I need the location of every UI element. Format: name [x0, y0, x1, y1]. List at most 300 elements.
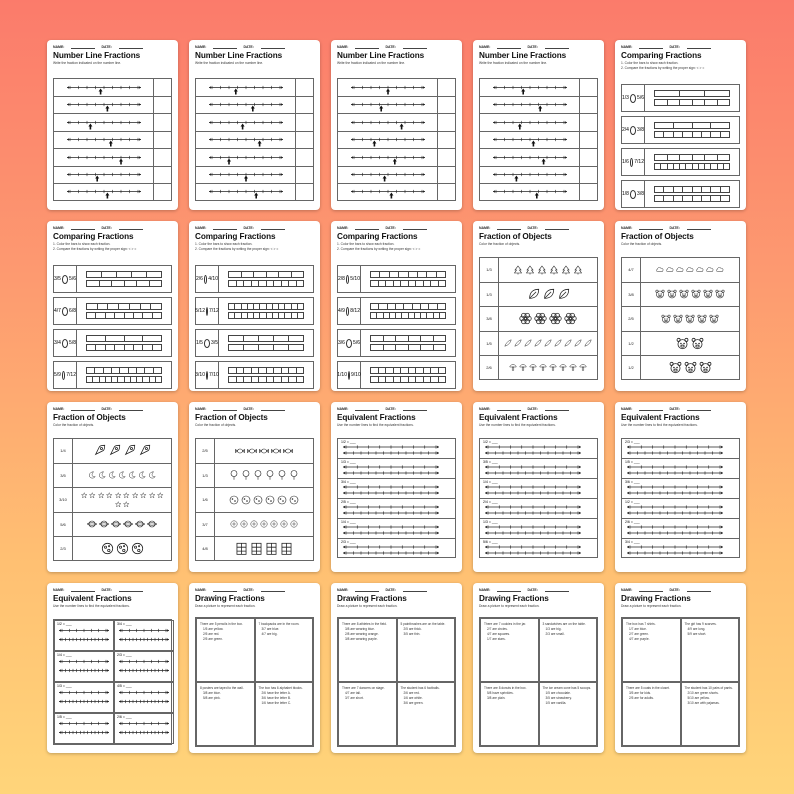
- fraction-bar[interactable]: [228, 335, 304, 342]
- comparing-row: [53, 297, 172, 325]
- drawing-grid: [479, 617, 598, 747]
- answer-box[interactable]: [437, 167, 455, 184]
- fraction-bar[interactable]: [370, 344, 446, 351]
- fraction-bar[interactable]: [228, 367, 304, 374]
- date-label: DATE:: [101, 45, 112, 49]
- name-label: NAME:: [479, 45, 491, 49]
- fraction-bar[interactable]: [86, 271, 162, 278]
- answer-box[interactable]: [437, 97, 455, 114]
- answer-box[interactable]: [579, 79, 597, 96]
- compare-circle[interactable]: [630, 158, 633, 167]
- worksheet-number-line[interactable]: [189, 40, 320, 210]
- compare-circle[interactable]: [62, 371, 65, 380]
- worksheet-instructions: Use the number lines to find the equivalent fractions.: [479, 423, 556, 427]
- fraction-bar[interactable]: [228, 312, 304, 319]
- compare-circle[interactable]: [62, 275, 68, 284]
- compare-cell: [54, 330, 77, 356]
- worksheet-title: Fraction of Objects: [621, 232, 694, 241]
- number-line: [207, 79, 285, 96]
- drawing-fraction-line: 5/9 are short.: [687, 632, 707, 636]
- date-line[interactable]: [545, 407, 569, 411]
- worksheet-instructions: Color the fraction of objects.: [621, 242, 663, 246]
- answer-box[interactable]: [437, 132, 455, 149]
- date-label: DATE:: [527, 407, 538, 411]
- name-line[interactable]: [497, 226, 521, 230]
- answer-blank[interactable]: ___: [491, 540, 498, 544]
- number-line: [491, 79, 569, 96]
- fraction-bar[interactable]: [370, 376, 446, 383]
- worksheet-title: Equivalent Fractions: [337, 413, 416, 422]
- number-line-cell: [480, 132, 579, 149]
- fraction-bar[interactable]: [86, 367, 162, 374]
- object-group: [527, 288, 570, 301]
- star-icon: [81, 492, 88, 499]
- date-line[interactable]: [545, 226, 569, 230]
- answer-blank[interactable]: ___: [125, 715, 132, 719]
- answer-box[interactable]: [579, 114, 597, 131]
- drawing-cell[interactable]: [622, 682, 681, 746]
- answer-box[interactable]: [579, 167, 597, 184]
- fraction-bar[interactable]: [86, 312, 162, 319]
- answer-blank[interactable]: ___: [65, 684, 72, 688]
- worksheet-objects[interactable]: [473, 221, 604, 391]
- equivalent-cell: [114, 713, 174, 744]
- planet-icon: [99, 519, 109, 529]
- fraction-bar[interactable]: [86, 280, 162, 287]
- drawing-cell[interactable]: [338, 682, 397, 746]
- fraction-bar[interactable]: [86, 376, 162, 383]
- compare-cell: [196, 298, 219, 324]
- fraction-bars: [370, 303, 446, 319]
- drawing-cell[interactable]: [539, 618, 598, 682]
- worksheet-instructions: Write the fraction indicated on the number line.: [53, 61, 122, 65]
- number-line-cell: [196, 167, 295, 184]
- drawing-cell[interactable]: [397, 682, 456, 746]
- compare-circle[interactable]: [630, 126, 636, 135]
- equals-sign: =: [121, 715, 126, 719]
- worksheet-drawing[interactable]: [615, 583, 746, 753]
- answer-box[interactable]: [295, 167, 313, 184]
- drawing-fraction-line: 2/10 are green shorts.: [687, 691, 719, 695]
- worksheet-comparing[interactable]: [615, 40, 746, 210]
- fraction-given: 2/6: [117, 715, 122, 719]
- worksheet-equivalent[interactable]: [473, 402, 604, 572]
- compare-circle[interactable]: [204, 339, 210, 348]
- compare-circle[interactable]: [346, 339, 352, 348]
- date-line[interactable]: [687, 407, 711, 411]
- objects-row: [479, 257, 598, 282]
- answer-blank[interactable]: ___: [633, 500, 640, 504]
- name-line[interactable]: [71, 588, 95, 592]
- answer-box[interactable]: [295, 114, 313, 131]
- answer-blank[interactable]: ___: [125, 653, 132, 657]
- date-line[interactable]: [119, 407, 143, 411]
- name-line[interactable]: [71, 407, 95, 411]
- worksheet-header: [337, 587, 456, 592]
- fraction-left: 3/4: [54, 340, 61, 346]
- date-line[interactable]: [687, 45, 711, 49]
- date-line[interactable]: [403, 407, 427, 411]
- worksheet-body: [621, 257, 740, 383]
- fraction-given: 2/3: [117, 653, 122, 657]
- drawing-cell[interactable]: [480, 618, 539, 682]
- answer-box[interactable]: [437, 79, 455, 96]
- answer-blank[interactable]: ___: [349, 460, 356, 464]
- fraction-bar[interactable]: [370, 280, 446, 287]
- answer-box[interactable]: [437, 184, 455, 200]
- answer-blank[interactable]: ___: [491, 500, 498, 504]
- answer-box[interactable]: [295, 184, 313, 200]
- name-line[interactable]: [213, 588, 237, 592]
- worksheet-objects[interactable]: [47, 402, 178, 572]
- name-line[interactable]: [355, 588, 379, 592]
- date-line[interactable]: [261, 45, 285, 49]
- drawing-fraction-line: 3/5 are strawberry.: [545, 696, 572, 700]
- number-line-cell: [480, 149, 579, 166]
- compare-circle[interactable]: [206, 307, 208, 316]
- worksheet-title: Comparing Fractions: [195, 232, 276, 241]
- drawing-fraction-line: 3/6 are green.: [403, 701, 424, 705]
- date-line[interactable]: [403, 45, 427, 49]
- answer-box[interactable]: [153, 184, 171, 200]
- answer-blank[interactable]: ___: [491, 480, 498, 484]
- answer-blank[interactable]: ___: [491, 460, 498, 464]
- number-line-row: [337, 166, 456, 184]
- bars-cell: [645, 149, 739, 175]
- answer-box[interactable]: [579, 132, 597, 149]
- worksheet-equivalent-grid[interactable]: [47, 583, 178, 753]
- fraction-bar[interactable]: [86, 344, 162, 351]
- drawing-fraction-line: 2/6 have the letter A.: [261, 691, 291, 695]
- drawing-prompt: There are 5 coats in the closet.: [626, 686, 670, 690]
- objects-cell: [499, 356, 597, 379]
- answer-blank[interactable]: ___: [633, 480, 640, 484]
- compare-circle[interactable]: [348, 371, 350, 380]
- worksheet-drawing[interactable]: [473, 583, 604, 753]
- candy-icon: [283, 446, 293, 456]
- rocket-icon: [138, 444, 151, 457]
- bars-cell: [645, 181, 739, 207]
- name-line[interactable]: [497, 407, 521, 411]
- equals-sign: =: [345, 480, 350, 484]
- worksheet-title: Drawing Fractions: [195, 594, 265, 603]
- compare-circle[interactable]: [630, 190, 636, 199]
- worksheet-drawing[interactable]: [189, 583, 320, 753]
- number-line-row: [195, 183, 314, 201]
- answer-box[interactable]: [579, 149, 597, 166]
- name-line[interactable]: [639, 588, 663, 592]
- compare-circle[interactable]: [62, 339, 68, 348]
- name-line[interactable]: [497, 45, 521, 49]
- worksheet-objects[interactable]: [189, 402, 320, 572]
- worksheet-body: [337, 438, 456, 564]
- date-line[interactable]: [261, 588, 285, 592]
- fraction-bar[interactable]: [86, 335, 162, 342]
- compare-cell: [54, 266, 77, 292]
- answer-blank[interactable]: ___: [349, 440, 356, 444]
- date-label: DATE:: [243, 407, 254, 411]
- drawing-cell[interactable]: [338, 618, 397, 682]
- worksheet-header: [195, 587, 314, 592]
- drawing-cell[interactable]: [681, 682, 740, 746]
- chocolate-icon: [235, 542, 248, 555]
- number-line: [491, 149, 569, 166]
- answer-box[interactable]: [437, 114, 455, 131]
- fraction-bar[interactable]: [654, 131, 730, 138]
- fraction-label: 3/8: [622, 283, 641, 307]
- name-line[interactable]: [639, 45, 663, 49]
- answer-blank[interactable]: ___: [65, 715, 72, 719]
- drawing-cell[interactable]: [480, 682, 539, 746]
- fraction-bar[interactable]: [370, 367, 446, 374]
- answer-blank[interactable]: ___: [125, 684, 132, 688]
- fraction-left: 3/10: [195, 372, 205, 378]
- drawing-fraction-line: 4/7 are tall.: [345, 691, 361, 695]
- answer-blank[interactable]: ___: [125, 622, 132, 626]
- fraction-given: 1/4: [57, 653, 62, 657]
- worksheet-drawing[interactable]: [331, 583, 462, 753]
- worksheet-header: [479, 225, 598, 230]
- date-line[interactable]: [119, 588, 143, 592]
- worksheet-body: [479, 438, 598, 564]
- worksheet-number-line[interactable]: [47, 40, 178, 210]
- rocket-icon: [123, 444, 136, 457]
- date-line[interactable]: [119, 226, 143, 230]
- answer-blank[interactable]: ___: [633, 460, 640, 464]
- fraction-bar[interactable]: [228, 303, 304, 310]
- tree-icon: [537, 265, 547, 275]
- date-line[interactable]: [687, 226, 711, 230]
- fraction-bar[interactable]: [370, 312, 446, 319]
- bars-cell: [361, 362, 455, 388]
- cookie-icon: [265, 495, 275, 505]
- worksheet-number-line[interactable]: [331, 40, 462, 210]
- answer-box[interactable]: [579, 184, 597, 200]
- worksheet-instructions: 2. Compare the fractions by writing the proper sign: < > =: [337, 247, 421, 252]
- object-group: [235, 542, 293, 555]
- answer-box[interactable]: [295, 97, 313, 114]
- date-line[interactable]: [119, 45, 143, 49]
- answer-box[interactable]: [295, 149, 313, 166]
- fraction-bars: [86, 303, 162, 319]
- star-icon: [123, 501, 130, 508]
- number-line: [65, 79, 143, 96]
- compare-circle[interactable]: [346, 275, 349, 284]
- answer-blank[interactable]: ___: [491, 440, 498, 444]
- number-line: [207, 96, 285, 113]
- date-line[interactable]: [261, 407, 285, 411]
- answer-box[interactable]: [295, 79, 313, 96]
- fraction-bar[interactable]: [228, 280, 304, 287]
- worksheet-instructions: 2. Compare the fractions by writing the proper sign: < > =: [621, 66, 705, 71]
- name-line[interactable]: [639, 407, 663, 411]
- answer-box[interactable]: [153, 97, 171, 114]
- mushroom-icon: [559, 363, 567, 371]
- worksheet-instructions: Draw a picture to represent each fraction.: [195, 604, 256, 608]
- comparing-row: [621, 180, 740, 208]
- answer-blank[interactable]: ___: [349, 520, 356, 524]
- name-line[interactable]: [497, 588, 521, 592]
- answer-box[interactable]: [153, 114, 171, 131]
- date-line[interactable]: [403, 588, 427, 592]
- fraction-bar[interactable]: [654, 90, 730, 97]
- fraction-bars: [370, 271, 446, 287]
- compare-circle[interactable]: [346, 307, 349, 316]
- fraction-bar[interactable]: [654, 163, 730, 170]
- drawing-cell[interactable]: [255, 682, 314, 746]
- date-line[interactable]: [545, 45, 569, 49]
- drawing-prompt: There are 8 athletes in the field.: [342, 622, 387, 626]
- drawing-cell[interactable]: [196, 682, 255, 746]
- drawing-cell[interactable]: [539, 682, 598, 746]
- drawing-cell[interactable]: [681, 618, 740, 682]
- date-line[interactable]: [687, 588, 711, 592]
- fraction-right: 7/10: [209, 372, 219, 378]
- fraction-bar[interactable]: [370, 271, 446, 278]
- name-label: NAME:: [337, 407, 349, 411]
- fraction-bar[interactable]: [654, 99, 730, 106]
- fraction-right: 6/8: [69, 308, 76, 314]
- equivalent-cell: [54, 620, 114, 651]
- answer-box[interactable]: [153, 132, 171, 149]
- lion-icon: [676, 337, 689, 350]
- date-line[interactable]: [261, 226, 285, 230]
- objects-cell: [215, 513, 313, 537]
- date-line[interactable]: [403, 226, 427, 230]
- answer-box[interactable]: [295, 132, 313, 149]
- name-line[interactable]: [71, 226, 95, 230]
- number-line: [349, 96, 427, 113]
- fraction-bar[interactable]: [654, 186, 730, 193]
- equivalent-row: [337, 518, 456, 538]
- number-line-cell: [196, 149, 295, 166]
- name-line[interactable]: [639, 226, 663, 230]
- fraction-given: 1/3: [483, 520, 488, 524]
- answer-blank[interactable]: ___: [65, 653, 72, 657]
- compare-circle[interactable]: [204, 275, 207, 284]
- answer-box[interactable]: [579, 97, 597, 114]
- worksheet-comparing[interactable]: [189, 221, 320, 391]
- feather-icon: [544, 339, 552, 347]
- drawing-fraction-line: 1/6 are white.: [403, 696, 423, 700]
- worksheet-title: Drawing Fractions: [621, 594, 691, 603]
- fraction-bar[interactable]: [228, 344, 304, 351]
- worksheet-equivalent[interactable]: [331, 402, 462, 572]
- fraction-label: 1/2: [622, 332, 641, 356]
- star-icon: [115, 501, 122, 508]
- drawing-cell[interactable]: [255, 618, 314, 682]
- objects-cell: [215, 464, 313, 488]
- date-line[interactable]: [545, 588, 569, 592]
- star-icon: [123, 492, 130, 499]
- fraction-bar[interactable]: [86, 303, 162, 310]
- worksheet-body: [53, 265, 172, 383]
- fraction-bar[interactable]: [228, 376, 304, 383]
- donut-icon: [290, 520, 298, 528]
- drawing-cell[interactable]: [622, 618, 681, 682]
- name-label: NAME:: [53, 588, 65, 592]
- compare-circle[interactable]: [62, 307, 68, 316]
- answer-box[interactable]: [153, 167, 171, 184]
- answer-blank[interactable]: ___: [349, 540, 356, 544]
- name-label: NAME:: [337, 45, 349, 49]
- objects-row: [479, 306, 598, 331]
- compare-cell: [196, 362, 219, 388]
- equals-sign: =: [345, 520, 350, 524]
- answer-blank[interactable]: ___: [491, 520, 498, 524]
- fraction-bars: [654, 186, 730, 202]
- bars-cell: [77, 266, 171, 292]
- name-line[interactable]: [71, 45, 95, 49]
- compare-circle[interactable]: [206, 371, 208, 380]
- drawing-grid: [195, 617, 314, 747]
- answer-blank[interactable]: ___: [633, 540, 640, 544]
- feather-icon: [504, 339, 512, 347]
- worksheet-number-line[interactable]: [473, 40, 604, 210]
- number-line: [491, 131, 569, 148]
- fraction-bar[interactable]: [228, 271, 304, 278]
- objects-cell: [73, 513, 171, 537]
- number-line: [57, 719, 111, 728]
- name-line[interactable]: [355, 226, 379, 230]
- number-line-cell: [196, 184, 295, 200]
- fraction-bar[interactable]: [370, 335, 446, 342]
- cloud-icon: [696, 266, 704, 274]
- worksheet-title: Number Line Fractions: [337, 51, 425, 60]
- name-line[interactable]: [213, 45, 237, 49]
- drawing-cell[interactable]: [196, 618, 255, 682]
- number-line: [207, 166, 285, 183]
- object-group: [519, 312, 577, 325]
- fraction-bar[interactable]: [654, 154, 730, 161]
- drawing-cell[interactable]: [397, 618, 456, 682]
- answer-box[interactable]: [153, 79, 171, 96]
- name-line[interactable]: [213, 226, 237, 230]
- worksheet-objects[interactable]: [615, 221, 746, 391]
- equivalent-row: [621, 518, 740, 538]
- name-line[interactable]: [213, 407, 237, 411]
- answer-blank[interactable]: ___: [349, 500, 356, 504]
- drawing-fraction-line: 2/5 are green.: [203, 637, 223, 641]
- answer-blank[interactable]: ___: [349, 480, 356, 484]
- answer-blank[interactable]: ___: [633, 440, 640, 444]
- fraction-bar[interactable]: [370, 303, 446, 310]
- fraction-bar[interactable]: [654, 122, 730, 129]
- date-label: DATE:: [385, 407, 396, 411]
- object-group: [661, 314, 719, 324]
- worksheet-equivalent[interactable]: [615, 402, 746, 572]
- answer-box[interactable]: [437, 149, 455, 166]
- worksheet-comparing[interactable]: [47, 221, 178, 391]
- worksheet-header: [53, 587, 172, 592]
- name-line[interactable]: [355, 407, 379, 411]
- candy-icon: [235, 446, 245, 456]
- date-label: DATE:: [385, 226, 396, 230]
- answer-blank[interactable]: ___: [633, 520, 640, 524]
- answer-blank[interactable]: ___: [65, 622, 72, 626]
- compare-cell: [196, 330, 219, 356]
- answer-box[interactable]: [153, 149, 171, 166]
- name-line[interactable]: [355, 45, 379, 49]
- fraction-bar[interactable]: [654, 195, 730, 202]
- compare-circle[interactable]: [630, 94, 636, 103]
- mushroom-icon: [579, 363, 587, 371]
- fraction-given: 1/4: [483, 480, 488, 484]
- worksheet-comparing[interactable]: [331, 221, 462, 391]
- drawing-fraction-line: 3/6 have the letter B.: [261, 696, 291, 700]
- fraction-right: 3/8: [637, 191, 644, 197]
- moon-icon: [138, 471, 146, 479]
